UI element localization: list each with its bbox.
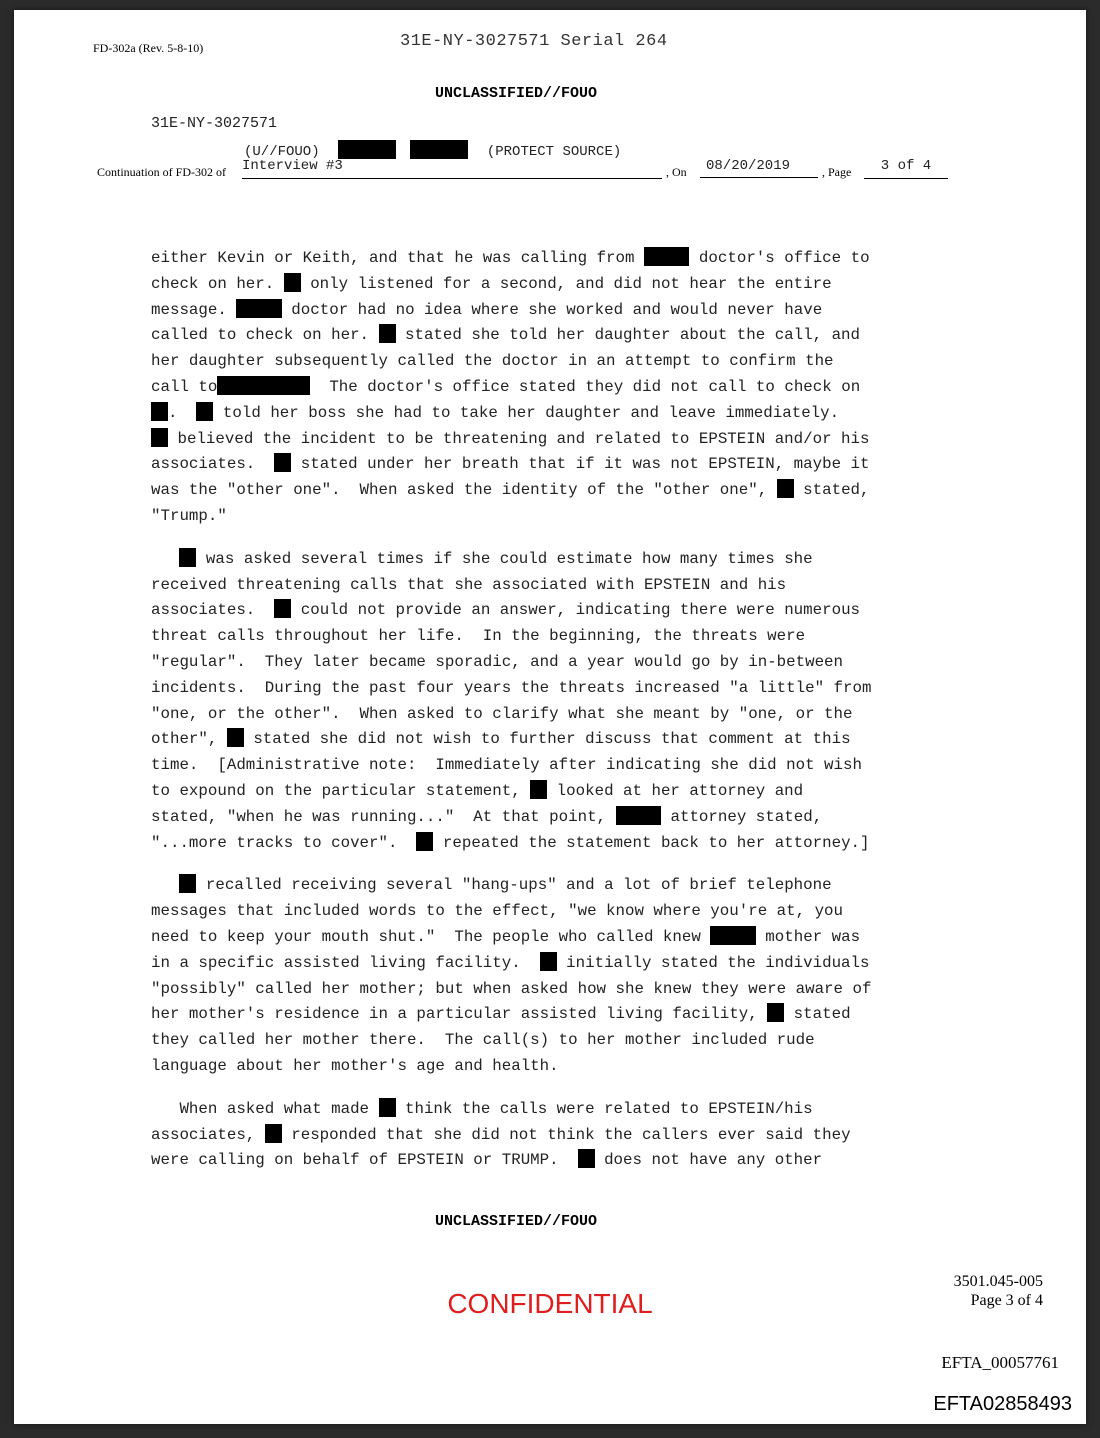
serial-number: 31E-NY-3027571 Serial 264 (400, 32, 668, 51)
redaction-block (644, 247, 690, 266)
redaction-block (274, 599, 291, 618)
redaction-block (578, 1149, 595, 1168)
redaction-block (767, 1003, 784, 1022)
paragraph-4 (151, 1097, 981, 1174)
body-text-run: doctor had no idea where she worked and would never have (281, 300, 823, 319)
redaction-block (416, 832, 433, 851)
redaction-block (274, 453, 291, 472)
body-text-run: doctor's office to (689, 249, 870, 267)
body-text-run: initially stated the individuals (556, 953, 870, 972)
redaction-block (338, 140, 396, 159)
subject-suffix: (PROTECT SOURCE) (486, 144, 622, 160)
body-text-run: either Kevin or Keith, and that he was calling from (151, 249, 644, 267)
body-text-run: stated under her breath that if it was not EPSTEIN, maybe it (291, 455, 870, 474)
page-label: , Page (822, 165, 852, 179)
body-text-run: they called her mother there. The call(s) to her mother included rude (151, 1031, 815, 1050)
body-text-run (151, 550, 179, 568)
body-text-run: think the calls were related to EPSTEIN/his (395, 1099, 813, 1118)
body-text-run: message. (151, 300, 237, 319)
body-text-run: need to keep your mouth shut." The people who called knew (151, 927, 711, 946)
body-text-run: responded that she did not think the callers ever said they (281, 1125, 851, 1144)
body-text-run: language about her mother's age and health. (151, 1056, 559, 1075)
body-text-run: in a specific assisted living facility. (151, 953, 540, 972)
body-text-run: stated she told her daughter about the call, and (395, 326, 861, 345)
body-text-run: The doctor's office stated they did not call to check on (310, 377, 861, 396)
redaction-block (530, 780, 547, 799)
document-page (14, 10, 1086, 1424)
subject-line (244, 140, 621, 160)
body-text-run: When asked what made (151, 1099, 379, 1118)
redaction-block (151, 428, 168, 447)
body-text-run (151, 876, 179, 894)
body-text-run: stated she did not wish to further discuss that comment at this (243, 730, 851, 749)
redaction-block (379, 1098, 396, 1117)
body-text-run: was asked several times if she could estimate how many times she (196, 549, 813, 568)
body-text-run: incidents. During the past four years the threats increased "a little" from (151, 678, 872, 697)
form-identifier: FD-302a (Rev. 5-8-10) (93, 41, 204, 55)
body-text-run: . (168, 403, 197, 422)
redaction-block (179, 874, 196, 893)
redaction-block (379, 324, 396, 343)
paragraph-2 (151, 547, 981, 857)
body-text-run: "possibly" called her mother; but when asked how she knew they were aware of (151, 979, 872, 998)
body-text-run: mother was (755, 927, 861, 946)
redaction-block (540, 952, 557, 971)
body-text-run: stated (784, 1005, 851, 1024)
interview-title-field: Interview #3 (242, 158, 662, 179)
body-text-run: was the "other one". When asked the identity of the "other one", (151, 481, 777, 500)
body-text-run: called to check on her. (151, 326, 379, 345)
body-text-run: received threatening calls that she associated with EPSTEIN and his (151, 575, 787, 594)
body-text-run: could not provide an answer, indicating there were numerous (291, 601, 861, 620)
body-text-run: "regular". They later became sporadic, and a year would go by in-between (151, 652, 844, 671)
body-text-run: looked at her attorney and (547, 781, 804, 800)
document-number: 3501.045-005 (953, 1273, 1043, 1290)
document-body (151, 246, 981, 1191)
continuation-label: Continuation of FD-302 of (97, 165, 226, 179)
on-label: , On (666, 165, 687, 179)
body-text-run: associates. (151, 455, 275, 474)
redaction-block (284, 273, 301, 292)
body-text-run: believed the incident to be threatening and related to EPSTEIN and/or his (168, 429, 870, 448)
body-text-run: call to (151, 377, 218, 396)
body-text-run: stated, (793, 481, 870, 500)
body-text-run: repeated the statement back to her attorney.] (433, 833, 870, 852)
redaction-block (410, 140, 468, 159)
body-text-run: her daughter subsequently called the doctor in an attempt to confirm the (151, 352, 834, 371)
page-of: Page 3 of 4 (970, 1292, 1043, 1309)
body-text-run: "...more tracks to cover". (151, 833, 417, 852)
redaction-block (616, 806, 662, 825)
efta-number-1: EFTA_00057761 (941, 1353, 1059, 1372)
redaction-block (217, 376, 310, 395)
classification-footer: UNCLASSIFIED//FOUO (434, 1213, 598, 1230)
body-text-run: "Trump." (151, 506, 227, 525)
subject-prefix: (U//FOUO) (244, 144, 320, 160)
body-text-run: to expound on the particular statement, (151, 781, 531, 800)
page-field: 3 of 4 (864, 158, 948, 179)
redaction-block (777, 479, 794, 498)
body-text-run: associates. (151, 601, 275, 620)
case-number: 31E-NY-3027571 (151, 115, 278, 132)
redaction-block (227, 728, 244, 747)
body-text-run: does not have any other (594, 1151, 823, 1170)
body-text-run: only listened for a second, and did not hear the entire (300, 274, 832, 293)
body-text-run: other", (151, 730, 227, 749)
body-text-run: recalled receiving several "hang-ups" and a lot of brief telephone (196, 876, 832, 895)
body-text-run: associates, (151, 1125, 265, 1144)
date-field: 08/20/2019 (700, 158, 818, 178)
efta-number-2: EFTA02858493 (933, 1393, 1072, 1415)
paragraph-1 (151, 246, 981, 530)
body-text-run: "one, or the other". When asked to clarify what she meant by "one, or the (151, 704, 853, 723)
body-text-run: told her boss she had to take her daughter and leave immediately. (213, 403, 840, 422)
redaction-block (236, 299, 282, 318)
paragraph-3 (151, 873, 981, 1079)
body-text-run: check on her. (151, 274, 284, 293)
body-text-run: stated, "when he was running..." At that point, (151, 807, 616, 826)
redaction-block (196, 402, 213, 421)
redaction-block (179, 548, 196, 567)
body-text-run: attorney stated, (661, 807, 823, 826)
redaction-block (710, 926, 756, 945)
confidential-stamp: CONFIDENTIAL (447, 1288, 653, 1319)
body-text-run: threat calls throughout her life. In the beginning, the threats were (151, 627, 806, 646)
classification-header: UNCLASSIFIED//FOUO (434, 85, 598, 102)
body-text-run: her mother's residence in a particular assisted living facility, (151, 1005, 768, 1024)
body-text-run: were calling on behalf of EPSTEIN or TRUMP. (151, 1151, 578, 1170)
redaction-block (151, 402, 168, 421)
body-text-run: messages that included words to the effect, "we know where you're at, you (151, 902, 844, 921)
body-text-run: time. [Administrative note: Immediately after indicating she did not wish (151, 756, 862, 775)
redaction-block (265, 1124, 282, 1143)
